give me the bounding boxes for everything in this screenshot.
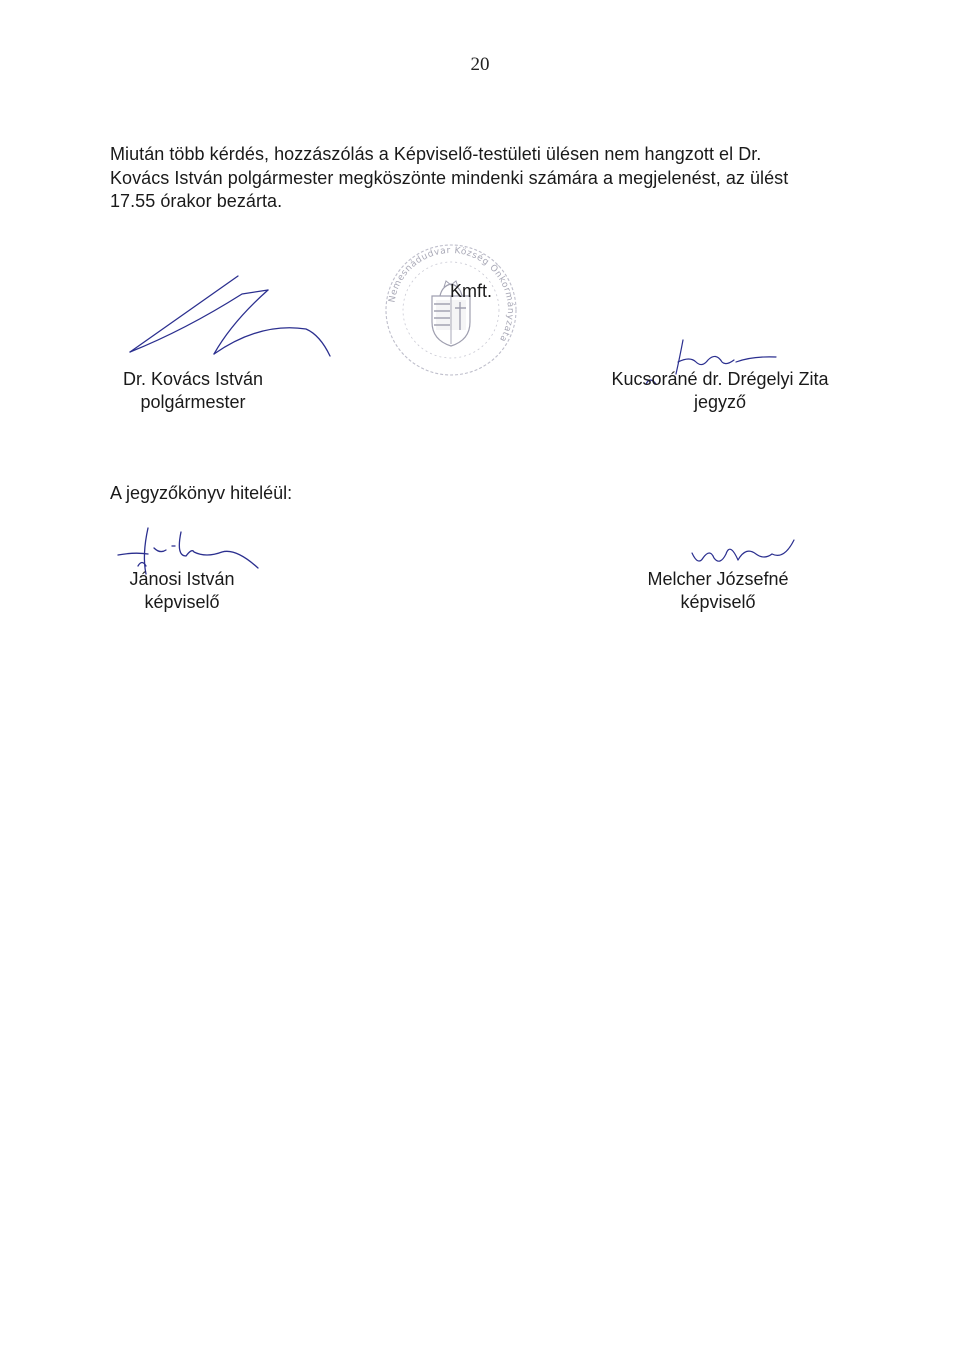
mayor-name: Dr. Kovács István bbox=[122, 369, 264, 389]
closing-line-3: 17.55 órakor bezárta. bbox=[110, 191, 283, 211]
janosi-title: képviselő bbox=[144, 592, 220, 612]
notary-signature-block bbox=[590, 368, 850, 414]
melcher-name: Melcher Józsefné bbox=[647, 569, 789, 589]
closing-line-1: Miután több kérdés, hozzászólás a Képviselő-testületi ülésen nem hangzott el Dr. bbox=[110, 144, 762, 164]
melcher-title: képviselő bbox=[680, 592, 756, 612]
official-stamp-icon bbox=[386, 245, 516, 375]
notary-title: jegyző bbox=[693, 392, 747, 412]
authentication-heading: A jegyzőkönyv hiteléül: bbox=[110, 483, 293, 503]
mayor-signature-block bbox=[98, 368, 288, 414]
notary-name: Kucsoráné dr. Drégelyi Zita bbox=[611, 369, 829, 389]
closing-paragraph bbox=[110, 143, 850, 214]
melcher-signature-icon bbox=[692, 540, 794, 561]
janosi-signature-block bbox=[102, 568, 262, 614]
janosi-name: Jánosi István bbox=[129, 569, 235, 589]
stamp-ring-text: Nemesnádudvar Község Önkormányzata bbox=[387, 245, 516, 344]
mayor-title: polgármester bbox=[140, 392, 246, 412]
melcher-signature-block bbox=[628, 568, 808, 614]
mayor-signature-icon bbox=[130, 276, 330, 356]
page-number: 20 bbox=[470, 54, 490, 75]
kmft-label: Kmft. bbox=[450, 281, 493, 301]
closing-line-2: Kovács István polgármester megköszönte mindenki számára a megjelenést, az ülést bbox=[110, 167, 789, 188]
